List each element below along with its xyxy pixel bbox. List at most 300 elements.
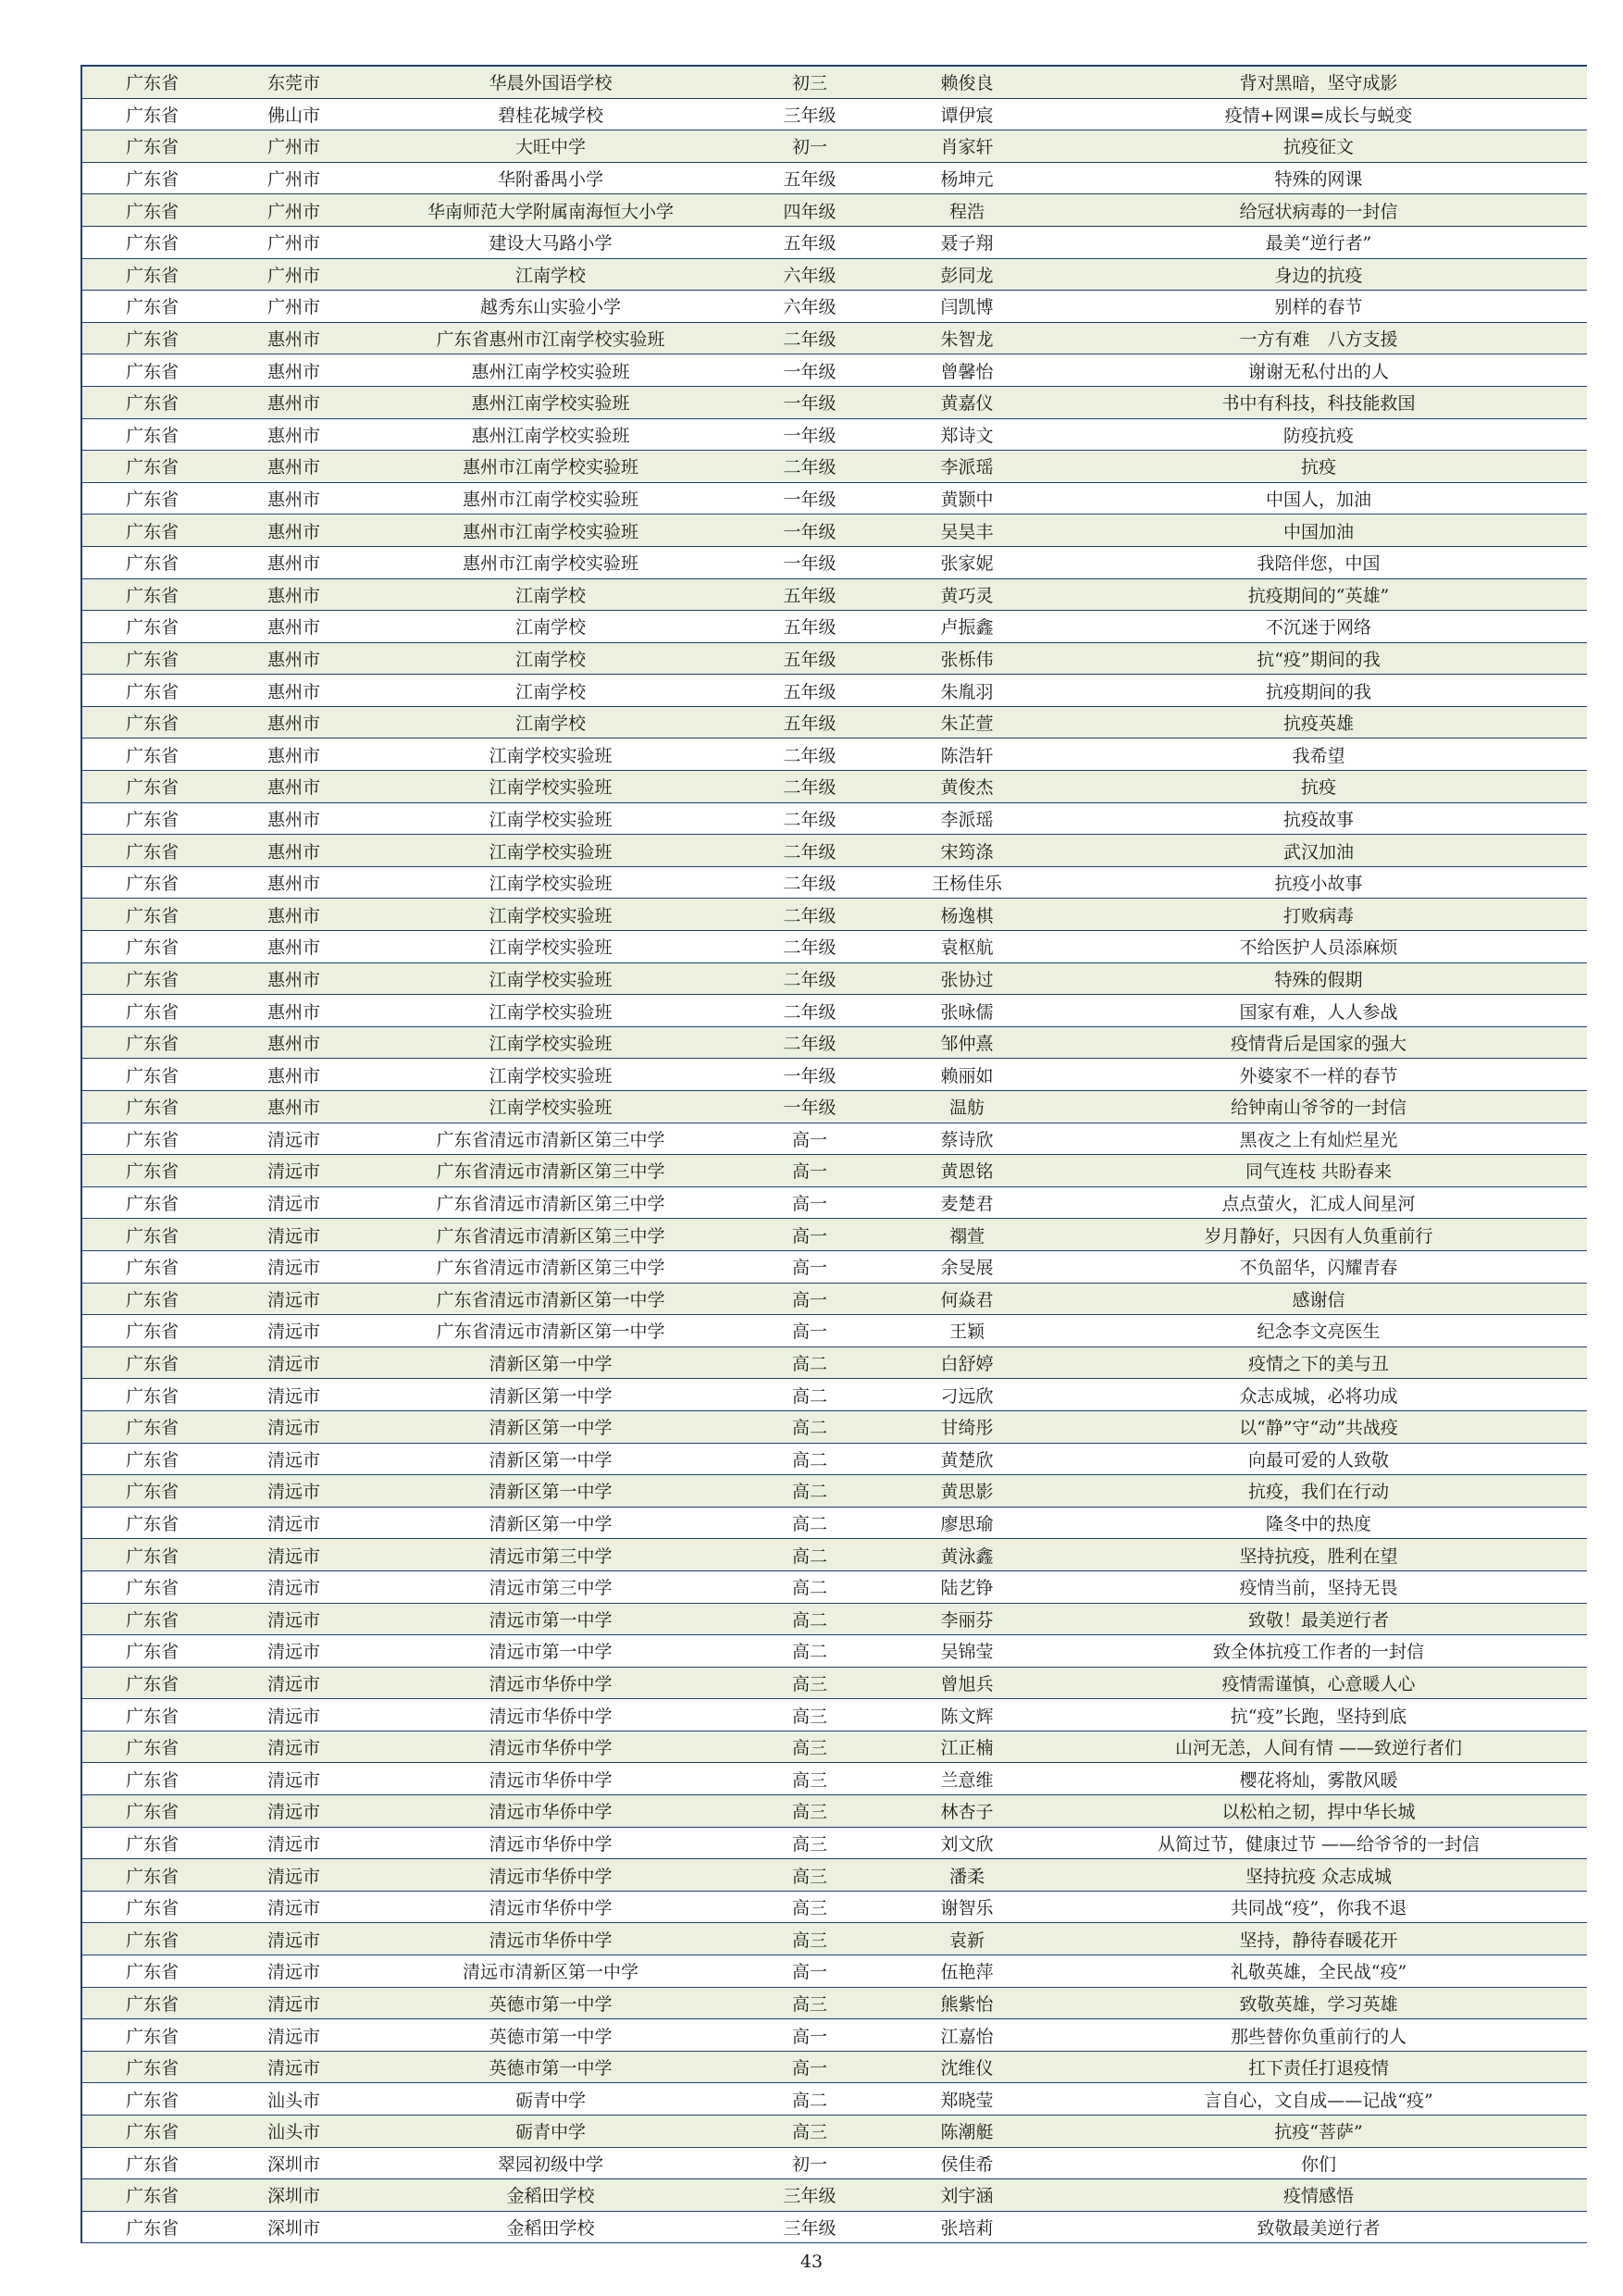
grade-cell: 高三: [736, 1667, 884, 1699]
province-cell: 广东省: [81, 451, 222, 483]
essay-title-cell: 黑夜之上有灿烂星光: [1050, 1123, 1587, 1155]
student-name-cell: 张栎伟: [884, 642, 1050, 675]
city-cell: 清远市: [222, 1315, 365, 1347]
school-cell: 广东省清远市清新区第三中学: [365, 1186, 736, 1219]
grade-cell: 高二: [736, 1410, 884, 1443]
student-name-cell: 李丽芬: [884, 1603, 1050, 1635]
province-cell: 广东省: [81, 1123, 222, 1155]
essay-title-cell: 礼敬英雄，全民战“疫”: [1050, 1955, 1587, 1988]
student-name-cell: 朱智龙: [884, 322, 1050, 354]
table-row: [81, 1507, 1587, 1539]
essay-title-cell: 抗疫征文: [1050, 130, 1587, 163]
student-name-cell: 聂子翔: [884, 226, 1050, 258]
city-cell: 清远市: [222, 1795, 365, 1828]
essay-title-cell: 别样的春节: [1050, 291, 1587, 323]
province-cell: 广东省: [81, 1379, 222, 1411]
grade-cell: 高二: [736, 1379, 884, 1411]
city-cell: 广州市: [222, 291, 365, 323]
school-cell: 广东省清远市清新区第三中学: [365, 1123, 736, 1155]
province-cell: 广东省: [81, 2051, 222, 2083]
grade-cell: 五年级: [736, 578, 884, 611]
student-name-cell: 伍艳萍: [884, 1955, 1050, 1988]
student-name-cell: 闫凯博: [884, 291, 1050, 323]
student-name-cell: 朱芷萱: [884, 706, 1050, 738]
province-cell: 广东省: [81, 1155, 222, 1187]
school-cell: 金稻田学校: [365, 2211, 736, 2243]
student-name-cell: 余旻展: [884, 1250, 1050, 1283]
table-row: [81, 2116, 1587, 2148]
city-cell: 清远市: [222, 1507, 365, 1539]
province-cell: 广东省: [81, 2211, 222, 2243]
essay-title-cell: 抗疫“菩萨”: [1050, 2116, 1587, 2148]
province-cell: 广东省: [81, 1795, 222, 1828]
grade-cell: 五年级: [736, 706, 884, 738]
essay-title-cell: 抗疫期间的“英雄”: [1050, 578, 1587, 611]
province-cell: 广东省: [81, 2019, 222, 2052]
essay-title-cell: 致全体抗疫工作者的一封信: [1050, 1635, 1587, 1668]
province-cell: 广东省: [81, 2147, 222, 2179]
essay-title-cell: 背对黑暗，坚守成影: [1050, 66, 1587, 98]
table-row: [81, 546, 1587, 578]
school-cell: 惠州江南学校实验班: [365, 386, 736, 418]
table-row: [81, 1955, 1587, 1988]
page-number: 43: [799, 2252, 824, 2272]
grade-cell: 高二: [736, 1603, 884, 1635]
city-cell: 清远市: [222, 1731, 365, 1763]
school-cell: 清新区第一中学: [365, 1507, 736, 1539]
school-cell: 建设大马路小学: [365, 226, 736, 258]
province-cell: 广东省: [81, 578, 222, 611]
city-cell: 惠州市: [222, 706, 365, 738]
school-cell: 广东省清远市清新区第一中学: [365, 1283, 736, 1315]
city-cell: 清远市: [222, 1443, 365, 1475]
essay-title-cell: 纪念李文亮医生: [1050, 1315, 1587, 1347]
city-cell: 清远市: [222, 1186, 365, 1219]
student-name-cell: 李派瑶: [884, 802, 1050, 835]
essay-title-cell: 特殊的网课: [1050, 162, 1587, 194]
table-row: [81, 66, 1587, 98]
table-row: [81, 1603, 1587, 1635]
province-cell: 广东省: [81, 866, 222, 899]
student-name-cell: 李派瑶: [884, 451, 1050, 483]
table-row: [81, 194, 1587, 227]
student-name-cell: 江正楠: [884, 1731, 1050, 1763]
table-row: [81, 1699, 1587, 1731]
student-name-cell: 黄巧灵: [884, 578, 1050, 611]
school-cell: 清远市华侨中学: [365, 1859, 736, 1892]
essay-title-cell: 同气连枝 共盼春来: [1050, 1155, 1587, 1187]
province-cell: 广东省: [81, 1026, 222, 1059]
school-cell: 大旺中学: [365, 130, 736, 163]
student-name-cell: 邹仲熹: [884, 1026, 1050, 1059]
school-cell: 华附番禺小学: [365, 162, 736, 194]
city-cell: 惠州市: [222, 866, 365, 899]
city-cell: 广州市: [222, 226, 365, 258]
student-name-cell: 郑晓莹: [884, 2083, 1050, 2116]
school-cell: 金稻田学校: [365, 2179, 736, 2212]
essay-title-cell: 中国加油: [1050, 515, 1587, 547]
province-cell: 广东省: [81, 835, 222, 867]
grade-cell: 三年级: [736, 2211, 884, 2243]
province-cell: 广东省: [81, 931, 222, 963]
city-cell: 清远市: [222, 1859, 365, 1892]
student-name-cell: 陆艺铮: [884, 1570, 1050, 1603]
city-cell: 惠州市: [222, 642, 365, 675]
school-cell: 广东省清远市清新区第三中学: [365, 1155, 736, 1187]
table-row: [81, 866, 1587, 899]
table-row: [81, 451, 1587, 483]
school-cell: 惠州市江南学校实验班: [365, 482, 736, 515]
student-name-cell: 黄思影: [884, 1475, 1050, 1508]
student-name-cell: 袁新: [884, 1923, 1050, 1955]
table-row: [81, 642, 1587, 675]
essay-title-cell: 坚持抗疫 众志成城: [1050, 1859, 1587, 1892]
table-row: [81, 322, 1587, 354]
province-cell: 广东省: [81, 1827, 222, 1859]
city-cell: 清远市: [222, 2051, 365, 2083]
grade-cell: 一年级: [736, 354, 884, 387]
city-cell: 惠州市: [222, 578, 365, 611]
table-row: [81, 706, 1587, 738]
table-row: [81, 1347, 1587, 1379]
grade-cell: 初一: [736, 2147, 884, 2179]
table-row: [81, 1731, 1587, 1763]
grade-cell: 高三: [736, 1795, 884, 1828]
essay-title-cell: 向最可爱的人致敬: [1050, 1443, 1587, 1475]
table-row: [81, 899, 1587, 931]
table-row: [81, 1059, 1587, 1091]
table-row: [81, 1667, 1587, 1699]
table-row: [81, 931, 1587, 963]
school-cell: 广东省清远市清新区第三中学: [365, 1250, 736, 1283]
province-cell: 广东省: [81, 1347, 222, 1379]
city-cell: 清远市: [222, 1539, 365, 1571]
table-row: [81, 1987, 1587, 2019]
city-cell: 清远市: [222, 1570, 365, 1603]
grade-cell: 高二: [736, 1539, 884, 1571]
grade-cell: 高一: [736, 1283, 884, 1315]
grade-cell: 三年级: [736, 98, 884, 130]
province-cell: 广东省: [81, 162, 222, 194]
school-cell: 江南学校实验班: [365, 802, 736, 835]
city-cell: 清远市: [222, 1827, 365, 1859]
grade-cell: 高三: [736, 1699, 884, 1731]
essay-title-cell: 书中有科技，科技能救国: [1050, 386, 1587, 418]
student-name-cell: 黄俊杰: [884, 771, 1050, 803]
province-cell: 广东省: [81, 546, 222, 578]
city-cell: 清远市: [222, 1219, 365, 1251]
table-row: [81, 1315, 1587, 1347]
school-cell: 江南学校实验班: [365, 771, 736, 803]
province-cell: 广东省: [81, 2083, 222, 2116]
student-name-cell: 王杨佳乐: [884, 866, 1050, 899]
table-row: [81, 802, 1587, 835]
student-name-cell: 肖家轩: [884, 130, 1050, 163]
student-name-cell: 张咏儒: [884, 995, 1050, 1027]
essay-title-cell: 抗疫英雄: [1050, 706, 1587, 738]
grade-cell: 一年级: [736, 386, 884, 418]
school-cell: 清远市第三中学: [365, 1570, 736, 1603]
student-name-cell: 杨逸棋: [884, 899, 1050, 931]
grade-cell: 高三: [736, 1763, 884, 1795]
table-row: [81, 2051, 1587, 2083]
province-cell: 广东省: [81, 1410, 222, 1443]
province-cell: 广东省: [81, 194, 222, 227]
grade-cell: 高三: [736, 1731, 884, 1763]
essay-title-cell: 抗疫故事: [1050, 802, 1587, 835]
essay-title-cell: 身边的抗疫: [1050, 258, 1587, 291]
school-cell: 砺青中学: [365, 2116, 736, 2148]
student-name-cell: 陈浩轩: [884, 738, 1050, 771]
essay-title-cell: 疫情当前，坚持无畏: [1050, 1570, 1587, 1603]
province-cell: 广东省: [81, 322, 222, 354]
school-cell: 清远市华侨中学: [365, 1827, 736, 1859]
city-cell: 惠州市: [222, 738, 365, 771]
school-cell: 华南师范大学附属南海恒大小学: [365, 194, 736, 227]
school-cell: 江南学校: [365, 642, 736, 675]
essay-title-cell: 抗疫期间的我: [1050, 675, 1587, 707]
student-name-cell: 甘绮彤: [884, 1410, 1050, 1443]
student-name-cell: 兰意维: [884, 1763, 1050, 1795]
school-cell: 英德市第一中学: [365, 2019, 736, 2052]
table-row: [81, 1923, 1587, 1955]
city-cell: 惠州市: [222, 771, 365, 803]
grade-cell: 五年级: [736, 642, 884, 675]
essay-title-cell: 致敬最美逆行者: [1050, 2211, 1587, 2243]
table-row: [81, 1635, 1587, 1668]
school-cell: 江南学校实验班: [365, 962, 736, 995]
essay-title-cell: 防疫抗疫: [1050, 418, 1587, 451]
student-name-cell: 赖俊良: [884, 66, 1050, 98]
province-cell: 广东省: [81, 354, 222, 387]
student-name-cell: 黄恩铭: [884, 1155, 1050, 1187]
city-cell: 清远市: [222, 1283, 365, 1315]
province-cell: 广东省: [81, 611, 222, 643]
province-cell: 广东省: [81, 1250, 222, 1283]
province-cell: 广东省: [81, 675, 222, 707]
essay-title-cell: 抗“疫”期间的我: [1050, 642, 1587, 675]
grade-cell: 高一: [736, 1315, 884, 1347]
student-name-cell: 郑诗文: [884, 418, 1050, 451]
essay-title-cell: 抗疫小故事: [1050, 866, 1587, 899]
school-cell: 广东省清远市清新区第一中学: [365, 1315, 736, 1347]
table-row: [81, 291, 1587, 323]
grade-cell: 一年级: [736, 418, 884, 451]
student-name-cell: 何焱君: [884, 1283, 1050, 1315]
student-name-cell: 黄楚欣: [884, 1443, 1050, 1475]
school-cell: 江南学校: [365, 258, 736, 291]
school-cell: 江南学校实验班: [365, 866, 736, 899]
essay-title-cell: 扛下责任打退疫情: [1050, 2051, 1587, 2083]
grade-cell: 高一: [736, 1955, 884, 1988]
province-cell: 广东省: [81, 1603, 222, 1635]
student-name-cell: 曾旭兵: [884, 1667, 1050, 1699]
table-row: [81, 2179, 1587, 2212]
table-row: [81, 515, 1587, 547]
province-cell: 广东省: [81, 1667, 222, 1699]
city-cell: 惠州市: [222, 322, 365, 354]
school-cell: 江南学校实验班: [365, 835, 736, 867]
school-cell: 江南学校实验班: [365, 1091, 736, 1123]
school-cell: 江南学校: [365, 706, 736, 738]
table-row: [81, 1475, 1587, 1508]
school-cell: 清远市华侨中学: [365, 1731, 736, 1763]
table-row: [81, 1123, 1587, 1155]
school-cell: 江南学校: [365, 578, 736, 611]
student-name-cell: 谭伊宸: [884, 98, 1050, 130]
essay-title-cell: 以松柏之韧，捍中华长城: [1050, 1795, 1587, 1828]
table-row: [81, 226, 1587, 258]
city-cell: 惠州市: [222, 515, 365, 547]
grade-cell: 二年级: [736, 322, 884, 354]
province-cell: 广东省: [81, 1283, 222, 1315]
table-row: [81, 1410, 1587, 1443]
essay-title-cell: 给钟南山爷爷的一封信: [1050, 1091, 1587, 1123]
student-name-cell: 沈维仪: [884, 2051, 1050, 2083]
table-row: [81, 995, 1587, 1027]
table-row: [81, 1026, 1587, 1059]
city-cell: 惠州市: [222, 418, 365, 451]
table-row: [81, 98, 1587, 130]
student-name-cell: 谢智乐: [884, 1891, 1050, 1923]
essay-title-cell: 抗疫: [1050, 771, 1587, 803]
school-cell: 江南学校实验班: [365, 1026, 736, 1059]
grade-cell: 二年级: [736, 771, 884, 803]
school-cell: 清新区第一中学: [365, 1443, 736, 1475]
school-cell: 砺青中学: [365, 2083, 736, 2116]
student-name-cell: 王颖: [884, 1315, 1050, 1347]
table-row: [81, 578, 1587, 611]
grade-cell: 高二: [736, 1475, 884, 1508]
school-cell: 惠州江南学校实验班: [365, 418, 736, 451]
city-cell: 深圳市: [222, 2211, 365, 2243]
province-cell: 广东省: [81, 1091, 222, 1123]
province-cell: 广东省: [81, 1699, 222, 1731]
table-row: [81, 1379, 1587, 1411]
province-cell: 广东省: [81, 515, 222, 547]
essay-title-cell: 谢谢无私付出的人: [1050, 354, 1587, 387]
essay-title-cell: 抗疫: [1050, 451, 1587, 483]
province-cell: 广东省: [81, 642, 222, 675]
school-cell: 清远市清新区第一中学: [365, 1955, 736, 1988]
essay-title-cell: 你们: [1050, 2147, 1587, 2179]
table-row: [81, 1570, 1587, 1603]
province-cell: 广东省: [81, 1859, 222, 1892]
grade-cell: 高二: [736, 1347, 884, 1379]
student-name-cell: 熊紫怡: [884, 1987, 1050, 2019]
essay-title-cell: 从简过节，健康过节 ——给爷爷的一封信: [1050, 1827, 1587, 1859]
essay-title-cell: 坚持抗疫，胜利在望: [1050, 1539, 1587, 1571]
province-cell: 广东省: [81, 291, 222, 323]
city-cell: 惠州市: [222, 546, 365, 578]
province-cell: 广东省: [81, 995, 222, 1027]
province-cell: 广东省: [81, 98, 222, 130]
school-cell: 清远市第三中学: [365, 1539, 736, 1571]
grade-cell: 五年级: [736, 611, 884, 643]
school-cell: 江南学校实验班: [365, 931, 736, 963]
city-cell: 深圳市: [222, 2179, 365, 2212]
school-cell: 清远市华侨中学: [365, 1667, 736, 1699]
school-cell: 碧桂花城学校: [365, 98, 736, 130]
essay-title-cell: 国家有难，人人参战: [1050, 995, 1587, 1027]
essay-title-cell: 樱花将灿，雾散风暖: [1050, 1763, 1587, 1795]
province-cell: 广东省: [81, 962, 222, 995]
grade-cell: 高一: [736, 1186, 884, 1219]
city-cell: 惠州市: [222, 1059, 365, 1091]
table-row: [81, 835, 1587, 867]
city-cell: 惠州市: [222, 1026, 365, 1059]
province-cell: 广东省: [81, 802, 222, 835]
essay-title-cell: 不沉迷于网络: [1050, 611, 1587, 643]
table-row: [81, 1859, 1587, 1892]
school-cell: 清远市华侨中学: [365, 1923, 736, 1955]
essay-title-cell: 中国人，加油: [1050, 482, 1587, 515]
table-row: [81, 1283, 1587, 1315]
province-cell: 广东省: [81, 2179, 222, 2212]
student-name-cell: 黄泳鑫: [884, 1539, 1050, 1571]
student-name-cell: 麦楚君: [884, 1186, 1050, 1219]
essay-title-cell: 最美“逆行者”: [1050, 226, 1587, 258]
grade-cell: 高二: [736, 2083, 884, 2116]
grade-cell: 高一: [736, 1219, 884, 1251]
city-cell: 惠州市: [222, 611, 365, 643]
table-row: [81, 2147, 1587, 2179]
city-cell: 惠州市: [222, 354, 365, 387]
grade-cell: 二年级: [736, 995, 884, 1027]
city-cell: 惠州市: [222, 899, 365, 931]
school-cell: 广东省清远市清新区第三中学: [365, 1219, 736, 1251]
province-cell: 广东省: [81, 1891, 222, 1923]
essay-title-cell: 那些替你负重前行的人: [1050, 2019, 1587, 2052]
table-row: [81, 354, 1587, 387]
grade-cell: 一年级: [736, 515, 884, 547]
essay-title-cell: 打败病毒: [1050, 899, 1587, 931]
school-cell: 清远市华侨中学: [365, 1699, 736, 1731]
grade-cell: 高二: [736, 1635, 884, 1668]
student-name-cell: 张培莉: [884, 2211, 1050, 2243]
grade-cell: 二年级: [736, 866, 884, 899]
province-cell: 广东省: [81, 1955, 222, 1988]
city-cell: 清远市: [222, 1379, 365, 1411]
student-name-cell: 张协过: [884, 962, 1050, 995]
student-name-cell: 宋筠涤: [884, 835, 1050, 867]
grade-cell: 高一: [736, 2051, 884, 2083]
table-row: [81, 1186, 1587, 1219]
city-cell: 惠州市: [222, 995, 365, 1027]
city-cell: 深圳市: [222, 2147, 365, 2179]
table-row: [81, 2083, 1587, 2116]
table-row: [81, 386, 1587, 418]
student-name-cell: 蔡诗欣: [884, 1123, 1050, 1155]
table-row: [81, 1250, 1587, 1283]
essay-title-cell: 疫情背后是国家的强大: [1050, 1026, 1587, 1059]
school-cell: 江南学校实验班: [365, 738, 736, 771]
table-row: [81, 2019, 1587, 2052]
grade-cell: 一年级: [736, 482, 884, 515]
student-name-cell: 侯佳希: [884, 2147, 1050, 2179]
school-cell: 江南学校实验班: [365, 1059, 736, 1091]
table-row: [81, 1891, 1587, 1923]
student-name-cell: 杨坤元: [884, 162, 1050, 194]
essay-title-cell: 疫情需谨慎，心意暖人心: [1050, 1667, 1587, 1699]
city-cell: 清远市: [222, 1635, 365, 1668]
school-cell: 英德市第一中学: [365, 2051, 736, 2083]
essay-title-cell: 特殊的假期: [1050, 962, 1587, 995]
student-name-cell: 陈潮艇: [884, 2116, 1050, 2148]
province-cell: 广东省: [81, 482, 222, 515]
province-cell: 广东省: [81, 1059, 222, 1091]
city-cell: 惠州市: [222, 931, 365, 963]
